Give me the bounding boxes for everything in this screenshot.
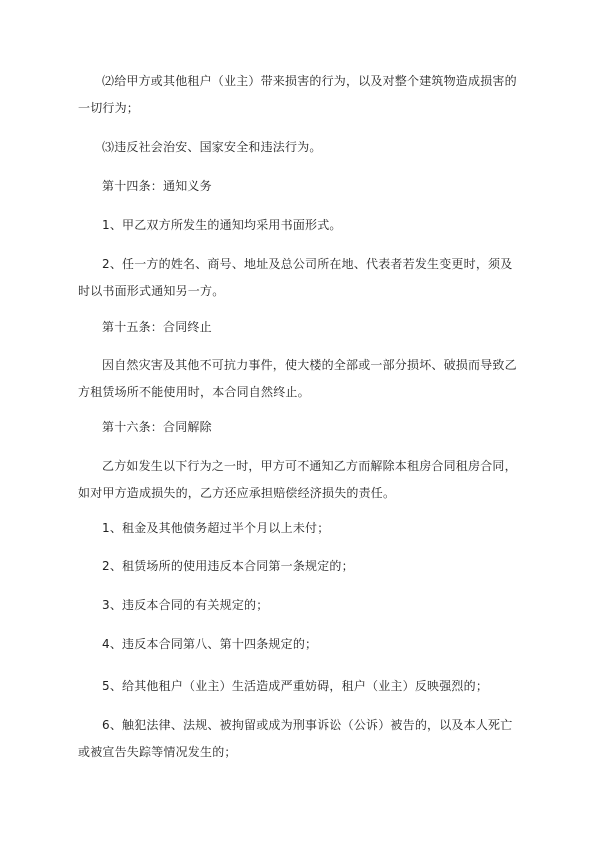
clause-item-3: ⑶违反社会治安、国家安全和违法行为。 [102, 140, 322, 154]
article-14-heading: 第十四条：通知义务 [102, 179, 212, 193]
article-16-item-3: 3、违反本合同的有关规定的； [102, 598, 269, 612]
article-15-heading: 第十五条：合同终止 [102, 320, 212, 334]
article-16-item-1: 1、租金及其他债务超过半个月以上未付； [102, 521, 330, 535]
article-16-item-6: 6、触犯法律、法规、被拘留或成为刑事诉讼（公诉）被告的，以及本人死亡或被宣告失踪等情况发生的； [78, 718, 513, 759]
article-16-item-4: 4、违反本合同第八、第十四条规定的； [102, 637, 318, 651]
article-16-body: 乙方如发生以下行为之一时，甲方可不通知乙方而解除本租房合同租房合同，如对甲方造成损失的，乙方还应承担赔偿经济损失的责任。 [78, 459, 517, 500]
article-15-body: 因自然灾害及其他不可抗力事件，使大楼的全部或一部分损坏、破损而导致乙方租赁场所不能使用时，本合同自然终止。 [78, 358, 517, 399]
clause-item-2: ⑵给甲方或其他租户（业主）带来损害的行为，以及对整个建筑物造成损害的一切行为； [78, 74, 517, 115]
article-16-heading: 第十六条：合同解除 [102, 420, 212, 434]
article-16-item-2: 2、租赁场所的使用违反本合同第一条规定的； [102, 559, 354, 573]
article-14-item-2: 2、任一方的姓名、商号、地址及总公司所在地、代表者若发生变更时，须及时以书面形式通知另一方。 [78, 257, 513, 298]
article-16-item-5: 5、给其他租户（业主）生活造成严重妨碍，租户（业主）反映强烈的； [102, 679, 489, 693]
article-14-item-1: 1、甲乙双方所发生的通知均采用书面形式。 [102, 218, 342, 232]
